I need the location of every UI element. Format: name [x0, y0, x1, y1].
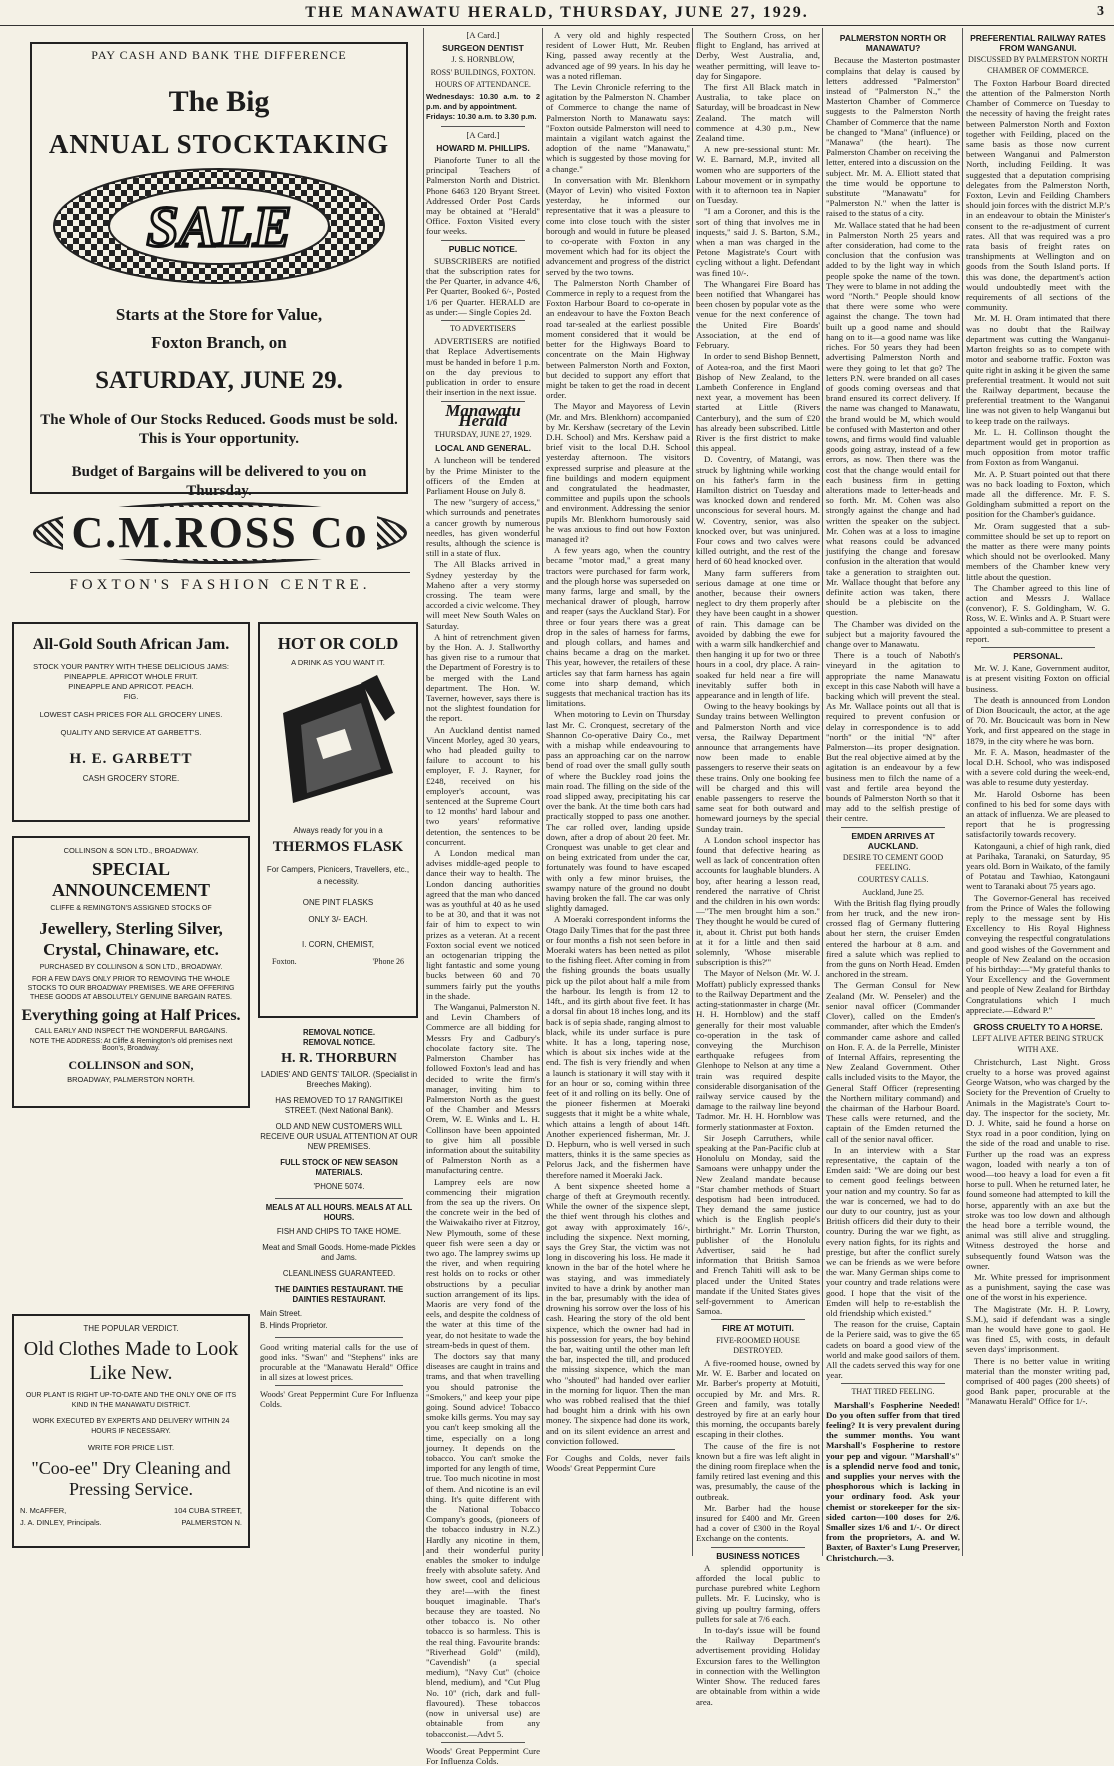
collinson-special-announcement-ad: [12, 836, 250, 1108]
article-para: The doctors say that many diseases are caught in trains and trams, and that when travelling you should patronise the "Smokers," and keep your pipe going. Sound advice! Tobacco smoke kills germs. You may say you can't keep smoking all the time, especially on a long journey. It depends on the tobacco. You can't smoke the imported for any length of time, true. Too much nicotine in most of them. And nicotine is an evil thing. It's quite different with the National Tobacco Company's goods, (pioneers of the tobacco industry in N.Z.) Hardly any nicotine in them, and their wonderful purity enables the smoker to indulge freely with absolute safety. And how sweet, cool and delicious they are!—with the finest bouquet imaginable. That's because they are toasted. No other tobacco is. No other tobacco is so harmless. This is the real thing. Favourite brands: "Riverhead Gold" (mild), "Cavendish" (a special medium), "Navy Cut" (choice blend, medium), and "Cut Plug No. 10" (rich, dark and full-flavoured). These tobaccos (now in universal use) are obtainable from any tobacconist.—Advt 5.: [426, 1350, 540, 1739]
cooee-a1: 104 CUBA STREET,: [174, 1506, 242, 1515]
jam-line: LOWEST CASH PRICES FOR ALL GROCERY LINES.: [39, 710, 223, 719]
collinson-jewellery: Jewellery, Sterling Silver, Crystal, Chinaware, etc.: [39, 919, 223, 959]
article-para: The Wanganui, Palmerston N. and Levin Chambers of Commerce are all bidding for Messrs Fry and Cadbury's chocolate factory site. The Palmerston Chamber has followed Foxton's lead and has decided to write the firm's manager, inviting him to Palmerston North as the guest of the Chamber and Messrs Orem, W. E. Winks and L. H. Collinson have been appointed to give him all possible information about the suitability of Palmerston North as a manufacturing centre.: [426, 1002, 540, 1176]
article-para: A new pre-sessional stunt: Mr. W. E. Barnard, M.P., invited all women who are supporters of the Labour movement or in sympathy with it to afternoon tea in Napier on Tuesday.: [696, 144, 820, 206]
garbett-store: CASH GROCERY STORE.: [82, 774, 180, 783]
article-para: The reason for the cruise, Captain de la Periere said, was to give the 65 cadets on board a good view of the world and make good sailors of them. All the cadets served this way for one year.: [826, 1319, 960, 1381]
jam-line: STOCK YOUR PANTRY WITH THESE DELICIOUS JAMS:: [33, 662, 229, 671]
article-para: The Governor-General has received from the Prince of Wales the following reply to the message sent by His Excellency to His Royal Highness conveying the respectful congratulations and good wishes of the Government and people of New Zealand on the occasion of his birthday:—"My grateful thanks to Your Excellency and the Government and people of New Zealand for Birthday Congratulations which I much appreciate.—Edward P.": [966, 892, 1110, 1015]
article-para: Mr. Wallace stated that he had been in Palmerston North 25 years and after consideration, had come to the conclusion that the confusion was added to by the light way in which people spoke the name of the town. They were to blame in not adding the word "North." People should know that there were some who were against the change. The town had built up a good name and should hang on to it—a good name was like riches. For 50 years they had been advertising Palmerston North and were they going to let that go? The letters P.N. were branded on all cases of goods coming overseas and that brand ensured its correct delivery. If the name was changed to Manawatu, the brand would be M, which would be confused with Masterton and other towns, and firms would find valuable goods going astray, instead of a few errors, as now. Then there was the cost that the change would entail for each business firm in getting alterations made to letter-heads and so forth. Mr. M. Cohen was also strongly against the change and had written the speaker on the subject. Mr. Cohen was at a loss to imagine what reasons could be advanced justifying the change and foresaw confusion in the alteration that would take a generation to straighten out. Mr. Wallace thought that before any definite action was taken, there should be a plebiscite on the question.: [826, 219, 960, 618]
thorburn-phone: 'PHONE 5074.: [313, 1182, 365, 1191]
article-para: The Foxton Harbour Board directed the attention of the Palmerston North Chamber of Commerce on Tuesday to the necessity of having the freight rates between Palmerston North and Foxton together with Feilding, placed on the same basis as those now current between Wanganui and Palmerston North, including Feilding. It was suggested that a deputation comprising delegates from the Palmerston North, Foxton, Levin and Feilding Chambers should join forces with the district M.P.'s in an endeavour to obtain the Minister's consent to the re-adjustment of current rates. All that was required was a pro rata basis of freight rates on transhipments at Wellington and on goods from the South Island ports. If this was done, the department's action would undoubtedly meet with the requirements of all sections of the community.: [966, 77, 1110, 313]
article-para: Mr. Oram suggested that a sub-committee should be set up to report on the matter as there were many points which should not be overlooked. Many members of the Chamber knew very little about the question.: [966, 520, 1110, 582]
public-notice-heading: PUBLIC NOTICE.: [448, 243, 518, 254]
collinson-half: Everything going at Half Prices.: [21, 1007, 241, 1024]
thorburn-customers: OLD AND NEW CUSTOMERS WILL RECEIVE OUR USUAL ATTENTION AT OUR NEW PREMISES.: [260, 1122, 418, 1151]
article-para: With the British flag flying proudly from her truck, and the new iron-crossed flag of Germany fluttering about her stern, the cruiser Emden entered the harbour at 8 a.m. and fired a salute which was replied to from the guns on North Head. Emden anchored in the stream.: [826, 897, 960, 980]
column-rule: [692, 28, 693, 1556]
cleanliness: CLEANLINESS GUARANTEED.: [282, 1269, 396, 1278]
emden-heading: EMDEN ARRIVES AT AUCKLAND.: [851, 830, 935, 851]
article-para: The Chamber was divided on the subject but a majority favoured the change over to Manawatu.: [826, 618, 960, 649]
thermos-flask-icon: [273, 673, 403, 813]
article-para: The Magistrate (Mr. H. P. Lowry, S.M.), said if defendant was a single man he would have gone to gaol. He was fined £5, with costs, in default seven days' imprisonment.: [966, 1303, 1110, 1355]
ad-annual: ANNUAL STOCKTAKING: [48, 129, 390, 159]
coughs-notice: For Coughs and Colds, never fails Woods' Great Peppermint Cure: [546, 1453, 690, 1474]
article-para: Mr. Harold Osborne has been confined to his bed for some days with an attack of influenza. We are pleased to report that he is progressing satisfactorily towards recovery.: [966, 788, 1110, 840]
personal-heading: PERSONAL.: [1013, 650, 1063, 661]
subscription-text: SUBSCRIBERS are notified that the subscription rates for the Per Quarter, in advance 4/6, Per Quarter, Booked 6/-, Posted 1/6 per Quarter. HERALD are as under:— Single Copies 2d.: [426, 255, 540, 317]
flask-sub: A DRINK AS YOU WANT IT.: [291, 658, 385, 667]
jam-title: All-Gold South African Jam.: [32, 636, 230, 653]
article-para: Lamprey eels are now commencing their migration from the sea up the rivers. On the concrete weir in the bed of the Waiwakaiho river at Fitzroy, New Plymouth, some of these queer fish were seen a day or two ago. The lamprey swims up the river, and when requiring rest holds on to rocks or other obstructions by a peculiar suction arrangement of its lips. Maoris are very fond of the eels, and despite the coldness of the water at this time of the year, do not hesitate to wade the stream-beds in quest of them.: [426, 1176, 540, 1350]
thorburn-moved: HAS REMOVED TO 17 RANGITIKEI STREET. (Next National Bank).: [275, 1096, 403, 1115]
collinson-call: CALL EARLY AND INSPECT THE WONDERFUL BARGAINS.: [34, 1028, 228, 1035]
article-para: Mr. F. A. Mason, headmaster of the local D.H. School, who was indisposed with a severe cold during the week-end, was able to resume duty yesterday.: [966, 746, 1110, 788]
article-para: Owing to the heavy bookings by Sunday trains between Wellington and Palmerston North and vice versa, the Railway Department announce that arrangements have now been made to enable passengers to reserve their seats on these trains. Only one booking fee will be charged and this will enable passengers to reserve the same seat for both outward and homeward journeys by the special Sunday train.: [696, 701, 820, 834]
removal-notice: REMOVAL NOTICE.: [302, 1028, 376, 1037]
cooee-work: WORK EXECUTED BY EXPERTS AND DELIVERY WITHIN 24 HOURS IF NECESSARY.: [32, 1418, 230, 1435]
news-column-2: [696, 30, 820, 1707]
article-para: Mr. L. H. Collinson thought the department would get in proportion as much opposition from motor traffic from Foxton as from Wanganui.: [966, 426, 1110, 468]
meals-heading: MEALS AT ALL HOURS. MEALS AT ALL HOURS.: [265, 1203, 413, 1222]
article-para: A hint of retrenchment given by the Hon. A. J. Stallworthy has given rise to a rumour that the Department of Forestry is to be merged with the Land department. The Hon. W. Taverner, however, says there is not the slightest foundation for the report.: [426, 631, 540, 724]
article-para: Mr. A. P. Stuart pointed out that there was no back loading to Foxton, which made all the difference. Mr. F. S. Goldingham submitted a report on the position for the Chamber's guidance.: [966, 468, 1110, 520]
article-para: The death is announced from London of Dion Boucicault, the actor, at the age of 70. Mr. Boucicault was born in New York, and first appeared on the stage in 1879, in the city where he was born.: [966, 694, 1110, 746]
collinson-addr: BROADWAY, PALMERSTON NORTH.: [67, 1075, 195, 1084]
ad-big: The Big: [168, 85, 270, 118]
ad-date: SATURDAY, JUNE 29.: [95, 367, 343, 394]
jam-line: FIG.: [123, 692, 139, 701]
collinson-few: FOR A FEW DAYS ONLY PRIOR TO REMOVING THE WHOLE STOCKS TO OUR BROADWAY PREMISES. WE ARE OFFERING THESE GOODS AT ABSOLUTELY GENUINE BARGAIN RATES.: [27, 976, 235, 1001]
article-para: A five-roomed house, owned by Mr. W. E. Barber and located on Mr. Barber's property at Motuiti, occupied by Mr. and Mrs. R. Green and family, was totally destroyed by fire at an early hour this morning, the occupants barely escaping in their clothes.: [696, 1358, 820, 1440]
collinson-note: NOTE THE ADDRESS: At Cliffe & Remington's old premises next Boon's, Broadway.: [29, 1038, 233, 1052]
page-number: 3: [1097, 4, 1106, 19]
collinson-top: COLLINSON & SON LTD., BROADWAY.: [63, 846, 199, 855]
article-para: In an interview with a Star representative, the captain of the Emden said: "We are doing our best to cement good feelings between your nation and my country. So far as the war is concerned, we had to do our duty to our country, just as your British officers did their duty to their country. During the war we fight, as every nation fights, for its rights and prestige, but after the conflict surely we can be friends as we were before the war. Many German ships come to your country and trade relations were good. I hope that the visit of the Emden will help to re-establish the old friendship which existed.": [826, 1144, 960, 1318]
article-para: Mr. Barber had the house insured for £400 and Mr. Green had a cover of £300 in the Royal Exchange on the contents.: [696, 1502, 820, 1544]
article-para: A London school inspector has found that defective hearing as well as lack of concentration often accounts for laughable blunders. A boy, after hearing a lesson read, rendered the narrative of Christ and the children in his own words:—"The men brought him a son." They thought he would be cured of it, about it. Christ put both hands at it for a little and then said solemnly, 'Whose miserable subscription is this?'": [696, 834, 820, 968]
stocktaking-sale-ad: [30, 42, 408, 499]
article-para: A very old and highly respected resident of Lower Hutt, Mr. Reuben King, passed away recently at the advanced age of 99 years. In his day he was a noted rifleman.: [546, 30, 690, 81]
flask-heading: HOT OR COLD: [277, 634, 399, 653]
ross-logo-ad: [30, 498, 410, 598]
article-para: There is a touch of Naboth's vineyard in the agitation to appropriate the name Manawatu except in this case Naboth will have a backing which will prevent the steal. As Mr. Wallace points out all that is required to prevent confusion or delay in correspondence is to add "north" or the initial "N" after Palmerston—its proper designation. But the real objective aimed at by the agitation is an endeavour by a few business men to filch the name of a vast and fertile area beyond the bounds of Palmerston North so that it may add to the selfish prestige of their centre.: [826, 650, 960, 824]
writing-ink-notice: Good writing material calls for the use of good inks. "Swan" and "Stephens" inks are procurable at the "Manawatu Herald" Office in all sizes at lowest prices.: [260, 1342, 418, 1382]
railway-rates-subheading: DISCUSSED BY PALMERSTON NORTH CHAMBER OF COMMERCE.: [968, 55, 1108, 75]
flask-for: For Campers, Picnicers, Travellers, etc., a necessity.: [266, 865, 410, 886]
fire-heading: FIRE AT MOTUITI.: [722, 1323, 794, 1334]
cooee-dry-cleaning-ad: [12, 1314, 250, 1548]
flask-pint: ONE PINT FLASKS: [302, 898, 374, 907]
news-column-1: [546, 30, 690, 1554]
jam-line: QUALITY AND SERVICE AT GARBETT'S.: [60, 728, 202, 737]
garbett-jam-ad: [12, 622, 250, 822]
removal-notice: REMOVAL NOTICE.: [302, 1038, 376, 1047]
tired-heading: THAT TIRED FEELING.: [851, 1387, 935, 1397]
cooee-name: "Coo-ee" Dry Cleaning and Pressing Service.: [31, 1458, 231, 1499]
ross-logo: C.M.ROSS Co: [63, 507, 376, 559]
article-para: Katongauni, a chief of high rank, died at Parihaka, Taranaki, on Saturday, 95 years old. Born in Waikato, of the family of Potatau and Tawhiao, Katongauni went to Taranaki about 75 years ago.: [966, 840, 1111, 892]
sale-emblem: [49, 166, 389, 286]
ross-tag: FOXTON'S FASHION CENTRE.: [30, 572, 410, 594]
article-para: A luncheon will be tendered by the Prime Minister to the officers of the Emden at Parliament House on July 8.: [426, 455, 540, 496]
dentist-name: J. S. HORNBLOW,: [451, 55, 515, 65]
flask-name: THERMOS FLASK: [272, 839, 404, 855]
article-para: Sir Joseph Carruthers, while speaking at the Pan-Pacific club at Honolulu on Monday, said the Samoans were unhappy under the New Zealand mandate because "Star chamber methods of Stuart despotism had been introduced. They demand the same justice which is the English people's birthright." Mr. Lorrin Thurston, publisher of the Honolulu Advertiser, said he had information that British Samoa and French Tahiti will ask to be placed under the United States mandate if the United States gives self-government to American Samoa.: [696, 1132, 820, 1317]
article-para: In conversation with Mr. Blenkhorn (Mayor of Levin) who visited Foxton yesterday, he informed our representative that it was a pleasure to come into close touch with the sister borough and would in future be pleased to co-operate with Foxton in any movement which had for its object the advancement and progress of the district served by the two towns.: [546, 174, 690, 277]
thorburn-stock: FULL STOCK OF NEW SEASON MATERIALS.: [280, 1158, 398, 1177]
column-rule: [962, 28, 963, 1556]
article-para: Mr. M. H. Oram intimated that there was no doubt that the Railway department was cutting the Wanganui-Marton freights so as to compete with motor and seaborne traffic. Foxton was quite right in asking it be given the same preferential treatment. It would not suit the Railway department, because the preferential treatment to the Wanganui line was not given to help Wanganui but to keep trade on the railways.: [966, 313, 1110, 426]
article-para: The first All Black match in Australia, to take place on Saturday, will be broadcast in New Zealand. The match will commence at 4.30 p.m., New Zealand time.: [696, 82, 820, 144]
column-rule: [423, 28, 424, 1556]
article-para: When motoring to Levin on Thursday last Mr. C. Cronquest, secretary of the Shannon Co-operative Dairy Co., met with a mishap while endeavouring to pass an approaching car on the narrow bend of road over the small gully south of where the Buckley road joins the main road. The filling on the side of the road slipped away, precipitating his car over the bank. At the time both cars had practically stopped to pass one another. The car rolled over, landing upside down, after a drop of about 20 feet. Mr. Cronquest was unable to get clear and on being extricated from under the car, fortunately was found to have escaped with only a few minor bruises, the swampy nature of the ground no doubt having broken the fall. The car was only slightly damaged.: [546, 709, 690, 914]
article-para: The cause of the fire is not known but a fire was left alight in the dining room fireplace when the family retired last evening and this was, presumably, the cause of the outbreak.: [696, 1440, 820, 1502]
column-rule: [542, 28, 543, 1556]
notices-column: [260, 1028, 418, 1548]
article-para: The German Consul for New Zealand (Mr. W. Penseler) and the senior naval officer (Commander Clover), called on the Emden's commander, after which the Emden's commander came ashore and called on Hon. F. A. de la Perrelle, Minister of Internal Affairs, representing the New Zealand Government. Other calls included visits to the Mayor, the General Staff Officer (representing the Northern military command) and the chairman of the Harbour Board. These calls were returned, and the captain of the Emden returned the call of the senior naval officer.: [826, 980, 960, 1144]
article-para: The Mayor and Mayoress of Levin (Mr. and Mrs. Blenkhorn) accompanied by Mr. Kershaw (secretary of the Levin D.H. School) and Mrs. Kershaw paid a brief visit to the local D.H. School yesterday afternoon. The visitors expressed surprise and pleasure at the fine buildings and modern equipment and congratulated the headmaster, committee and pupils upon the schools and environment. Addressing the senior pupils Mr. Blenkhorn humorously said he was anxious to find out how Foxton managed it?: [546, 401, 690, 544]
article-para: The Whangarei Fire Board has been notified that Whangarei has been chosen by popular vote as the venue for the next conference of the United Fire Boards' Association, at the end of February.: [696, 278, 820, 351]
paper-nameplate: Manawatu Herald: [445, 400, 521, 430]
article-para: A splendid opportunity is afforded the local public to purchase purebred white Leghorn pullets. Mr. F. Lucinsky, who is giving up poultry farming, offers pullets for sale at 7/6 each.: [696, 1562, 820, 1624]
article-para: The Mayor of Nelson (Mr. W. J. Moffatt) publicly expressed thanks to the Railway Department and the acting-stationmaster in charge (Mr. H. H. Hornblow) and the staff generally for their most valuable co-operation in the task of conveying the Murchison earthquake refugees from Glenhope to Nelson at any time a train was required despite considerable disorganisation of the railway service caused by the damage to the railway line beyond Tadmor. Mr. H. H. Hornblow was formerly stationmaster at Foxton.: [696, 968, 820, 1132]
collinson-purchased: PURCHASED BY COLLINSON & SON LTD., BROADWAY.: [39, 964, 223, 971]
jam-line: PINEAPPLE. APRICOT WHOLE FRUIT.: [64, 672, 198, 681]
dainties-name: THE DAINTIES RESTAURANT. THE DAINTIES RESTAURANT.: [274, 1285, 404, 1304]
news-column-3: [826, 30, 960, 1563]
sale-word: SALE: [146, 194, 292, 259]
fish-chips: FISH AND CHIPS TO TAKE HOME.: [276, 1227, 402, 1236]
advertisers-text: ADVERTISERS are notified that Replace Advertisements must be handed in before 1 p.m. on the day previous to publication in order to ensure their insertion in the next issue.: [426, 336, 540, 398]
cooee-price: WRITE FOR PRICE LIST.: [87, 1443, 175, 1452]
article-para: There is no better value in writing material than the monster writing pad, comprised of 400 pages (200 sheets) of good Bank paper, procurable at the "Manawatu Herald" Office for 1/-.: [966, 1355, 1110, 1407]
article-para: The Palmerston North Chamber of Commerce in reply to a request from the Foxton Harbour Board to co-operate in an endeavour to have the Foxton Beach road tar-sealed at the earliest possible moment considered that it would be better for the Highways Board to concentrate on the Main Highway between Palmerston North and Foxton, but decided to support any effort that might be taken to get the road in decent order.: [546, 277, 690, 401]
article-para: The new "surgery of access," which surrounds and penetrates a cancer growth by numerous needles, has given wonderful results, although the science is still in a state of flux.: [426, 497, 540, 559]
article-para: Many farm sufferers from serious damage at one time or another, because their owners neglect to dry them properly after they have been caught in a shower of rain. This damage can be avoided by dabbing the ewe for with a warm silk handkerchief and then hanging it up for two or three hours in a cool, dry place. A rain-soaked fur held near a fire will inevitably suffer both in appearance and in length of life.: [696, 567, 820, 700]
flask-always: Always ready for you in a: [293, 826, 383, 835]
card-label: [A Card.]: [466, 30, 500, 40]
article-para: A bent sixpence sheeted home a charge of theft at Greymouth recently. While the owner of the sixpence slept, the thief went through his clothes and got away with approximately 16/-, including the sixpence. Next morning, says the Grey Star, the victim was not long in discovering his loss. He made it known in the bar of the hotel where he was staying, and was immediately invited to have a drink by another man in the bar, presumably with the idea of drowning his sorrow over the loss of his cash. Hearing the story of the old bent sixpence, which the owner had had in his possession for years, the boy behind the bar, waiting until the other man left the bar, inspected the till, and produced the missing sixpence, which the man who "shouted" had handed over earlier in the morning for liquor. Then the man who was robbed realised that the thief had bought him a drink with his own money. The sixpence had done its work, and on its silent evidence an arrest and conviction followed.: [546, 1180, 690, 1446]
ad-stocks: The Whole of Our Stocks Reduced. Goods must be sold. This is Your opportunity.: [40, 412, 398, 447]
article-para: Christchurch, Last Night. Gross cruelty to a horse was proved against George Watson, who was charged by the Society for the Prevention of Cruelty to Animals in the Magistrate's Court to-day. The inspector for the society, Mr. D. J. White, said he found a horse on Styx road in a poor condition, lying on the side of the road and unable to rise. Further up the road was an express wagon, loaded with nearly a ton of wood—too heavy a load for even a fit horse to pull. When he returned later, he found someone had attempted to kill the horse, apparently with an axe but the stroke was too low down and although the head bore a terrible wound, the animal was still alive and struggling. Witness destroyed the horse and subsequently found Watson was the owner.: [966, 1056, 1110, 1271]
article-para: D. Coventry, of Matangi, was struck by lightning while working on his father's farm in the Hamilton district on Tuesday and was knocked down and rendered unconscious for several hours. M. W. Coventry, senior, was also knocked over, but was uninjured. Four cows and two calves were killed outright, and the rest of the herd of 60 head knocked over.: [696, 454, 820, 567]
meat-goods: Meat and Small Goods. Home-made Pickles and Jams.: [262, 1243, 416, 1262]
cooee-plant: OUR PLANT IS RIGHT UP-TO-DATE AND THE ONLY ONE OF ITS KIND IN THE MANAWATU DISTRICT.: [25, 1392, 237, 1409]
ad-branch: Foxton Branch, on: [151, 333, 287, 352]
emden-dateline: Auckland, June 25.: [862, 887, 924, 897]
article-para: In to-day's issue will be found the Railway Department's advertisement providing Holiday Excursion fares to the Wellington in connection with the Wellington Winter Show. The reduced fares are obtainable from within a wide area.: [696, 1625, 820, 1707]
palmerston-heading: PALMERSTON NORTH OR MANAWATU?: [839, 33, 947, 54]
business-notices-heading: BUSINESS NOTICES: [716, 1550, 800, 1561]
dainties-main: Main Street.: [260, 1309, 303, 1318]
cruelty-heading: GROSS CRUELTY TO A HORSE.: [973, 1022, 1103, 1033]
local-general-column: [426, 30, 540, 1766]
flask-only: ONLY 3/- EACH.: [308, 915, 368, 924]
article-para: An Auckland dentist named Vincent Morley, aged 30 years, who had pleaded guilty to failure to account to his employer, F. J. Rayner, for £248, received on his employer's account, was sentenced at the Supreme Court to 12 months' hard labour and two years' reformative detention, the sentences to be concurrent.: [426, 724, 540, 847]
ad-budget: Budget of Bargains will be delivered to you on Thursday.: [71, 464, 367, 499]
collinson-name: COLLINSON and SON,: [68, 1058, 194, 1072]
article-para: Marshall's Fospherine Needed! Do you often suffer from that tired feeling? It is very prevalent during the summer months. You want Marshall's Fospherine to restore your pep and vigour. "Marshall's" is a splendid nerve food and tonic, and supplies your nerves with the phosphorous which is lacking in your ordinary food. Ask your chemist or storekeeper for the six-sided carton—100 doses for 2/6. Smaller sizes 1/6 and 1/-. Or direct from the proprietors, A. and W. Baxter, of Baxter's Lung Preserver, Christchurch.—3.: [826, 1399, 960, 1563]
woods-notice: Woods' Great Peppermint Cure For Influenza Colds.: [426, 1745, 540, 1766]
article-para: Because the Masterton postmaster complains that delay is caused by letters addressed "Palmerston" instead of "Palmerston N.," the Masterton Chamber of Commerce suggests to the Palmerston North Chamber of Commerce that the name be changed to "Mana" (influence) or "Manawa" (the heart). The Palmerston Chamber on receiving the letter, entered into a discussion on the subject. Mr. M. A. Elliott stated that the time would be opportune to substitute "Manawatu" for "Palmerston N." when the latter is raised to the status of a city.: [826, 55, 960, 219]
dentist-fri: Fridays: 10.30 a.m. to 3.30 p.m.: [426, 112, 537, 122]
article-para: A Moeraki correspondent informs the Otago Daily Times that for the past three or four months a fish not seen before in Moeraki waters has been netted as pilot to the fishing fleet. After coming in from the fishing grounds the boats usually pick up the pilot about half a mile from the harbour. Its length is from 12 to 14ft., and its girth about five feet. It has a dorsal fin about 18 inches long, and its back is of sepia shade, ranging almost to black, while its under surface is pure white. It has a long, tapering nose, which is about six inches wide at the end. The fish is very friendly and when a launch is stationary it will stay with it for an hour or so, coming within three feet of it and rolling on its belly. One of the pioneer fishermen at Moeraki suggests that it might be a white whale, which attains a length of about 14ft. Another experienced fisherman, Mr. J. D. Hepburn, who is well versed in such matters, thinks it is the same species as Pelorus Jack, and the fishermen have therefore named it Moeraki Jack.: [546, 914, 690, 1180]
local-general-heading: LOCAL AND GENERAL.: [435, 443, 531, 454]
cooee-title: Old Clothes Made to Look Like New.: [23, 1338, 239, 1384]
article-para: "I am a Coroner, and this is the sort of thing that involves me in inquests," said J. S. Barton, S.M., when a man was charged in the Petone Magistrate's Court with cycling without a light. Defendant was fined 10/-.: [696, 206, 820, 278]
masthead-title: THE MANAWATU HERALD, THURSDAY, JUNE 27, 1929.: [305, 4, 809, 21]
fire-subheading: FIVE-ROOMED HOUSE DESTROYED.: [716, 1335, 800, 1355]
cooee-top: THE POPULAR VERDICT.: [83, 1324, 179, 1333]
collinson-title: SPECIAL ANNOUNCEMENT: [51, 859, 210, 900]
phillips-text: Pianoforte Tuner to all the principal Teachers of Palmerston North and District. Phone 6463 120 Bryant Street. Addressed Order Post Cards may be obtained at "Herald" Office. Foxton Visited every four weeks.: [426, 155, 540, 237]
article-para: Mr. W. J. Kane, Government auditor, is at present visiting Foxton on official business.: [966, 663, 1110, 694]
phillips-heading: HOWARD M. PHILLIPS.: [436, 142, 530, 153]
cooee-a2: PALMERSTON N.: [181, 1518, 242, 1527]
article-para: The All Blacks arrived in Sydney yesterday by the Maheno after a very stormy crossing. The team were accorded a civic welcome. They will meet New South Wales on Saturday.: [426, 559, 540, 631]
dainties-hinds: B. Hinds Proprietor.: [260, 1321, 328, 1330]
jam-line: PINEAPPLE AND APRICOT. PEACH.: [68, 682, 194, 691]
woods-notice: Woods' Great Peppermint Cure For Influenza Colds.: [260, 1389, 418, 1409]
flask-phone: 'Phone 26: [372, 957, 404, 966]
emden-calls: COURTESY CALLS.: [857, 875, 929, 885]
thorburn-name: H. R. THORBURN: [281, 1051, 397, 1066]
article-para: The Chamber agreed to this line of action and Messrs J. Wallace (convenor), F. S. Goldingham, W. G. Ross, W. E. Winks and A. P. Stuart were appointed a sub-committee to present a report.: [966, 582, 1110, 644]
dentist-heading: SURGEON DENTIST: [442, 43, 524, 54]
article-para: Mr. White pressed for imprisonment as a punishment, saying the case was one of the worst in his experience.: [966, 1271, 1110, 1303]
thermos-flask-ad: [258, 622, 418, 1018]
flask-chemist: I. CORN, CHEMIST,: [301, 940, 374, 949]
advertisers-heading: TO ADVERTISERS: [450, 324, 516, 334]
garbett-name: H. E. GARBETT: [69, 751, 193, 767]
cruelty-subheading: LEFT ALIVE AFTER BEING STRUCK WITH AXE.: [972, 1034, 1104, 1054]
dentist-building: ROSS' BUILDINGS, FOXTON.: [430, 67, 536, 77]
cooee-p1: N. McAFFER,: [20, 1506, 67, 1515]
collinson-cliffe: CLIFFE & REMINGTON'S ASSIGNED STOCKS OF: [50, 905, 212, 912]
dentist-hours: HOURS OF ATTENDANCE.: [435, 79, 531, 89]
flask-town: Foxton.: [272, 957, 297, 966]
emden-subheading: DESIRE TO CEMENT GOOD FEELING.: [842, 853, 944, 873]
article-para: A London medical man advises middle-aged people to dance their way to health. The London dancing authorities agreed that the man who danced was as youthful at 40 as he used to be at 30, and that it was not fair of him to expect to win prizes as a veteran. At a recent Foxton social event we noticed an octogenarian tripping the light fantastic and some young bucks between 60 and 70 summers fairly put the youths in the shade.: [426, 848, 540, 1001]
article-para: The Southern Cross, on her flight to England, has arrived at Derby, West Australia, and, weather permitting, will leave to-day for Singapore.: [696, 30, 820, 81]
article-para: The Levin Chronicle referring to the agitation by the Palmerston N. Chamber of Commerce to change the name of Palmerston North to Manawatu says: "Foxton outside Palmerston will need to maintain a vigilant watch against the adoption of the name "Manawatu," which is suggested by those moving for a change.": [546, 82, 690, 174]
article-para: In order to send Bishop Bennett, of Aotea-roa, and the first Maori Bishop of New Zealand, to the Lambeth Conference in England next year, a movement has been started at Little (Rivers Canterbury), and the sum of £20 has already been subscribed. Little River is the first district to make this appeal.: [696, 351, 820, 454]
ad-starts: Starts at the Store for Value,: [115, 305, 323, 324]
masthead: [0, 4, 1114, 26]
railway-rates-heading: PREFERENTIAL RAILWAY RATES FROM WANGANUI.: [970, 33, 1106, 54]
card-label: [A Card.]: [466, 129, 500, 140]
paper-date: THURSDAY, JUNE 27, 1929.: [434, 429, 532, 439]
dentist-wed: Wednesdays: 10.30 a.m. to 2 p.m. and by appointment.: [426, 92, 540, 112]
ad-tagline: PAY CASH AND BANK THE DIFFERENCE: [91, 48, 347, 62]
cooee-p2: J. A. DINLEY, Principals.: [20, 1518, 102, 1527]
article-para: A few years ago, when the country became "motor mad," a great many tractors were purchased for farm work, and the plough horse was superseded on many farms, large and small, by the mechanical drawer of plough, harrow and reaper (says the Auckland Star). For three or four years there was a great drop in the sales of harness for farms, and plough collars, and hames and chains became a drag on the market. This year, however, the retailers of these articles say that farm harness has again come into sharp demand, which suggests that mechanical traction has its limitations.: [546, 545, 690, 709]
news-column-4: [966, 30, 1110, 1554]
thorburn-tailor: LADIES' AND GENTS' TAILOR. (Specialist in Breeches Making).: [260, 1070, 418, 1089]
column-rule: [822, 28, 823, 1556]
